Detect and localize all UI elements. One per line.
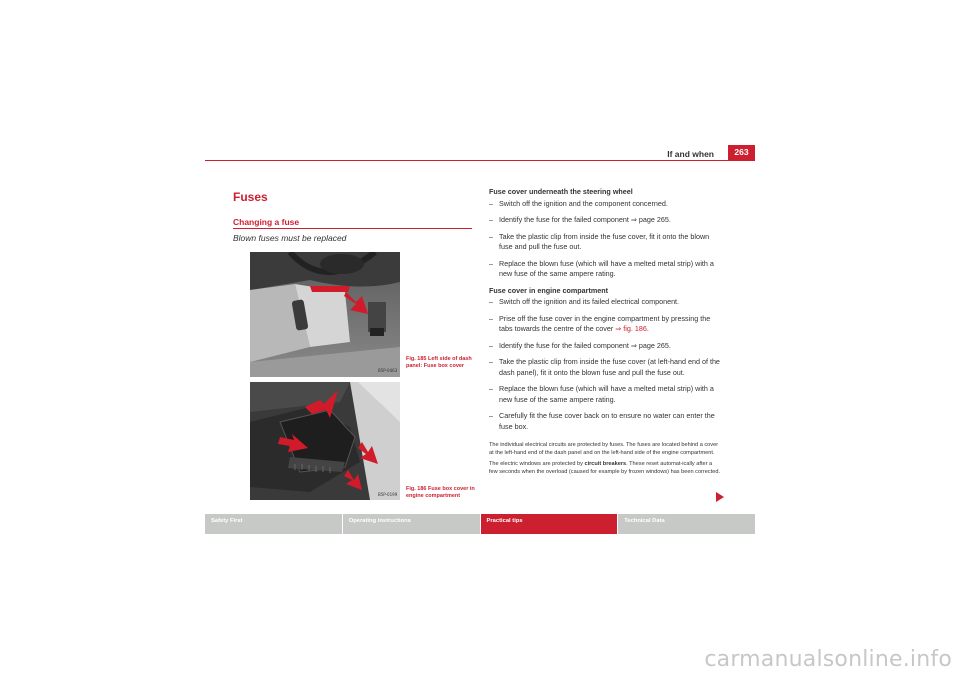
figure-185-code: B5P-0463 [378,368,398,373]
note-paragraph-2 [489,460,721,476]
site-watermark: carmanualsonline.info [704,647,952,672]
tab-practical-tips[interactable]: Practical tips [481,514,618,534]
note-paragraph-1: The individual electrical circuits are protected by fuses. The fuses are located behind a cover at the left-hand end of the dash panel and on the left-hand side of the engine compartment. [489,442,719,456]
steering-section-heading: Fuse cover underneath the steering wheel [489,187,633,196]
list-item: – Identify the fuse for the failed component ⇒ page 265. [489,341,721,352]
subsection-rule [233,228,472,229]
list-item: – Switch off the ignition and the component concerned. [489,199,721,210]
list-item: – Replace the blown fuse (which will have a melted metal strip) with a new fuse of the same ampere rating. [489,259,721,280]
figure-cross-reference-link[interactable]: ⇒ fig. 186 [615,324,647,333]
figure-186-caption: Fig. 186 Fuse box cover in engine compartment [406,486,475,499]
instructions-column [489,187,721,438]
list-item: – Identify the fuse for the failed component ⇒ page 265. [489,215,721,226]
section-title: Fuses [233,190,268,204]
info-note [489,441,721,479]
tab-operating-instructions[interactable]: Operating instructions [343,514,480,534]
note-text-end: . These reset automat-ically after a few seconds when the overload (caused for example by frozen windows) has been corrected. [489,461,721,475]
figure-185-photo [250,252,400,377]
footer-tab-bar [205,514,755,534]
figure-186-code: B5P-0199 [378,492,398,497]
lead-text: Blown fuses must be replaced [233,233,347,243]
figure-185-caption: Fig. 185 Left side of dash panel: Fuse box cover [406,356,472,369]
tab-safety-first[interactable]: Safety First [205,514,342,534]
list-item: – Take the plastic clip from inside the fuse cover, fit it onto the blown fuse and pull the fuse out. [489,232,721,253]
figure-186-photo [250,382,400,500]
page-number-badge: 263 [728,145,755,160]
continue-arrow-icon[interactable] [716,492,724,502]
note-bold-term: circuit breakers [584,461,627,467]
subsection-title: Changing a fuse [233,217,300,227]
steering-steps-list [489,199,721,280]
header-rule [205,160,755,161]
step-text-end: . [646,324,649,333]
engine-section-heading: Fuse cover in engine compartment [489,285,609,295]
engine-steps-list [489,297,721,432]
running-header-title: If and when [667,149,714,159]
note-text: The electric windows are protected by [489,461,585,467]
list-item: – Replace the blown fuse (which will have a melted metal strip) with a new fuse of the same ampere rating. [489,384,721,405]
step-text: Prise off the fuse cover in the engine compartment by pressing the tabs towards the centre of the cover [499,313,711,333]
list-item [489,314,721,335]
list-item: – Take the plastic clip from inside the fuse cover (at left-hand end of the dash panel), fit it onto the blown fuse and pull the fuse out. [489,357,721,378]
tab-technical-data[interactable]: Technical Data [618,514,755,534]
list-item: – Switch off the ignition and its failed electrical component. [489,297,721,308]
list-item: – Carefully fit the fuse cover back on to ensure no water can enter the fuse box. [489,411,721,432]
